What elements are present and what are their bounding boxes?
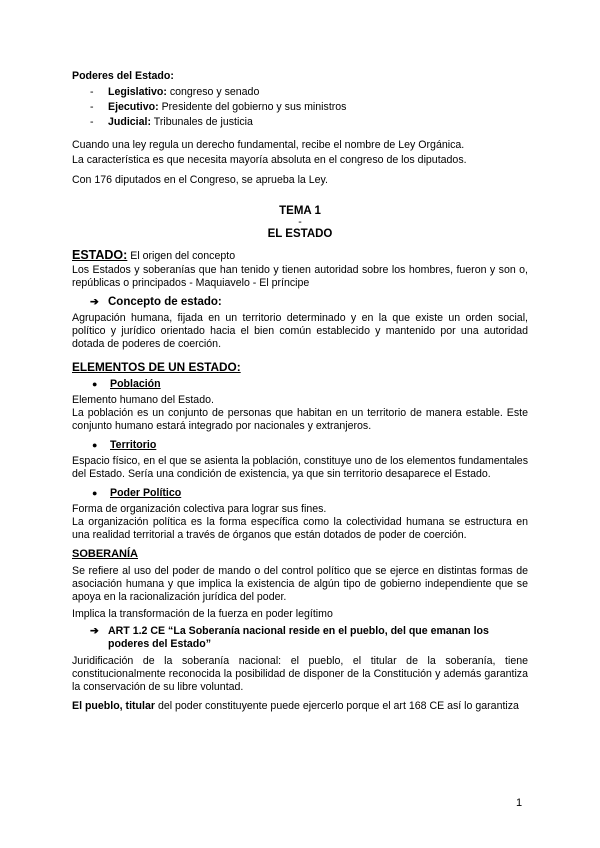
- poder-text: congreso y senado: [166, 86, 260, 98]
- soberania-heading: SOBERANÍA: [72, 548, 139, 560]
- document-page: [72, 70, 528, 713]
- estado-heading: ESTADO:: [72, 248, 128, 262]
- estado-heading-line: [72, 248, 528, 264]
- poder-text-2: La organización política es la forma específica como la colectividad humana se estructura en una realidad territorial a través de órganos que están dotados de poder de coerción.: [72, 516, 528, 541]
- bullet-icon: ●: [92, 488, 98, 498]
- page-number: 1: [516, 797, 523, 809]
- soberania-text-3: Juridificación de la soberanía nacional: el pueblo, el titular de la soberanía, tiene constitucionalmente reconocida la posibilidad de disponer de la Constitución y además garantiza la conservación de su libre voluntad.: [72, 655, 528, 693]
- art-heading: ART 1.2 CE “La Soberanía nacional reside en el pueblo, del que emanan los poderes del Estado”: [108, 625, 489, 650]
- poder-text: Forma de organización colectiva para lograr sus fines.: [72, 503, 327, 515]
- poder-text: Presidente del gobierno y sus ministros: [158, 101, 347, 113]
- poder-label: Judicial:: [108, 116, 151, 128]
- territorio-text: Espacio físico, en el que se asienta la población, constituye uno de los elementos fundamentales del Estado. Sería una condición de existencia, ya que sin territorio desaparece el Estado.: [72, 455, 528, 480]
- poder-item-legislativo: [90, 85, 528, 100]
- territorio-heading: Territorio: [110, 439, 157, 451]
- arrow-right-icon: ➔: [90, 296, 99, 308]
- soberania-text-4: [72, 700, 528, 713]
- ley-paragraph-1: Cuando una ley regula un derecho fundamental, recibe el nombre de Ley Orgánica.: [72, 139, 465, 151]
- poder-item-judicial: [90, 115, 528, 130]
- poder-heading-line: [92, 487, 528, 499]
- bullet-icon: ●: [92, 379, 98, 389]
- poderes-title: Poderes del Estado:: [72, 70, 174, 82]
- bullet-icon: ●: [92, 440, 98, 450]
- ley-paragraph-2: La característica es que necesita mayoría absoluta en el congreso de los diputados.: [72, 154, 467, 166]
- poder-heading: Poder Político: [110, 487, 182, 499]
- art-heading-line: [90, 625, 528, 651]
- elementos-heading: ELEMENTOS DE UN ESTADO:: [72, 360, 241, 374]
- soberania-text-2: Implica la transformación de la fuerza en poder legítimo: [72, 608, 333, 620]
- poderes-list: [72, 85, 528, 130]
- poblacion-heading-line: [92, 378, 528, 390]
- arrow-right-icon: ➔: [90, 625, 99, 637]
- soberania-text-4-rest: del poder constituyente puede ejercerlo porque el art 168 CE así lo garantiza: [155, 700, 519, 712]
- estado-text: Los Estados y soberanías que han tenido y tienen autoridad sobre los hombres, fueron y son o, repúblicas o principados - Maquiavelo - El príncipe: [72, 264, 528, 289]
- tema-dash: -: [298, 216, 302, 228]
- poder-label: Ejecutivo:: [108, 101, 159, 113]
- ley-paragraph-3: Con 176 diputados en el Congreso, se aprueba la Ley.: [72, 174, 328, 186]
- concepto-heading: Concepto de estado:: [108, 296, 222, 308]
- poder-text: Tribunales de justicia: [150, 116, 253, 128]
- poder-item-ejecutivo: [90, 100, 528, 115]
- estado-heading-rest: El origen del concepto: [127, 250, 236, 262]
- tema-subtitle: EL ESTADO: [267, 228, 333, 240]
- poder-label: Legislativo:: [108, 86, 167, 98]
- tema-title: TEMA 1: [279, 205, 321, 217]
- poblacion-text-2: La población es un conjunto de personas que habitan en un territorio de manera estable. Este conjunto humano estará integrado por nacionales y extranjeros.: [72, 407, 528, 432]
- concepto-heading-line: [90, 296, 528, 308]
- poblacion-heading: Población: [110, 378, 161, 390]
- poblacion-text: Elemento humano del Estado.: [72, 394, 214, 406]
- soberania-text: Se refiere al uso del poder de mando o del control político que se ejerce en distintas formas de asociación humana y que implica la existencia de algún tipo de gobierno independiente que se apoya en la racionalización jurídica del poder.: [72, 565, 528, 603]
- soberania-text-4-bold: El pueblo, titular: [72, 700, 155, 712]
- territorio-heading-line: [92, 439, 528, 451]
- concepto-text: Agrupación humana, fijada en un territorio determinado y en la que existe un orden social, político y jurídico orientado hacia el bien común establecido y mantenido por una autoridad dotada de poderes de coerción.: [72, 312, 528, 350]
